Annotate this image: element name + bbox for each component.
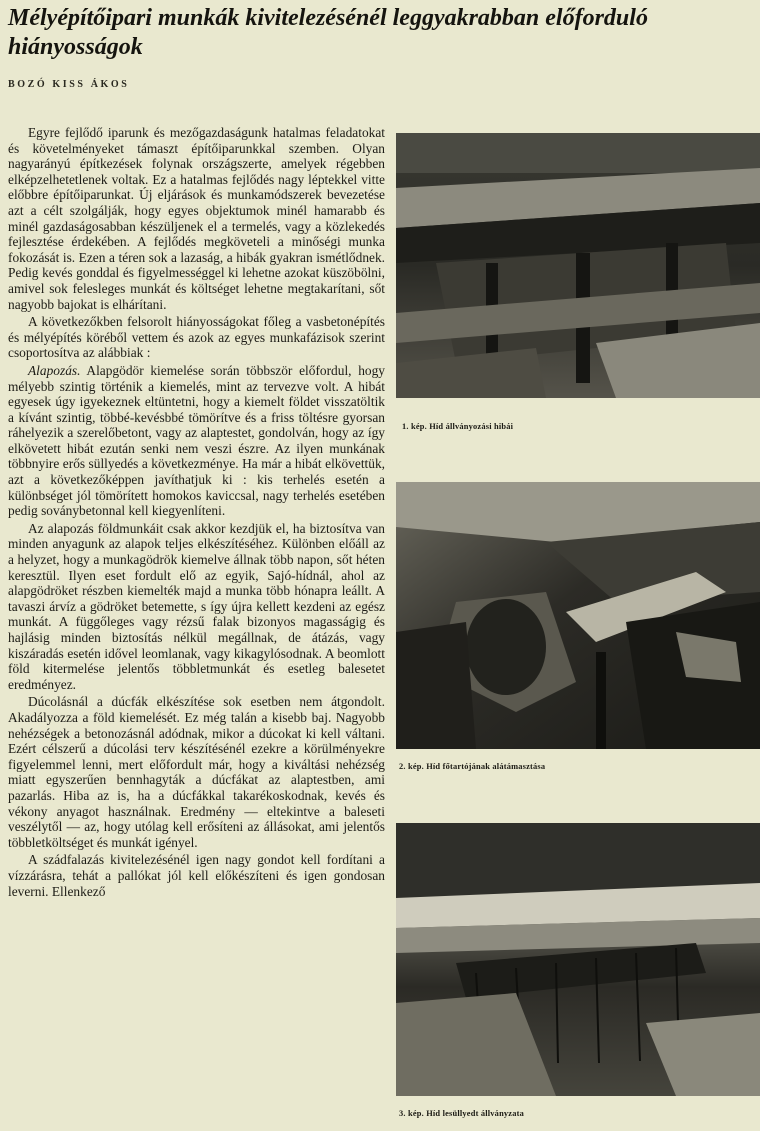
figure-caption: 1. kép. Híd állványozási hibái — [402, 422, 514, 431]
paragraph-text: Az alapozás földmunkáit csak akkor kezdjük el, ha biztosítva van minden anyagunk az alapok teljes elkészítéséhez. Különben előáll az a helyzet, hogy a munkagödrök kiemelve állnak több napon, sőt héten keresztül. Ilyen eset fordult elő az egyik, Sajó-hídnál, ahol az alapgödröket részben kiemelték majd a munka több hónapra leállt. A tavaszi árvíz a gödröket betemette, s így újra kellett kezdeni az egész munkát. A függőleges vagy rézsű falak bizonyos magasságig és hajlásig minden biztosítás nélkül megállnak, de átázás, vagy kiszáradás esetén idővel leomlanak, vagy kikagylósodnak. A beomlott föld kitermelése jelentős többletmunkát és esetleg balesetet eredményez. — [8, 520, 385, 692]
figure-2 — [396, 482, 760, 771]
figure-3 — [396, 823, 760, 1118]
paragraph-intro — [8, 125, 385, 312]
paragraph-scope — [8, 314, 385, 361]
figure-caption: 3. kép. Híd lesüllyedt állványzata — [399, 1109, 524, 1118]
paragraph-szadfalazas — [8, 852, 385, 899]
paragraph-text: A szádfalazás kivitelezésénél igen nagy gondot kell fordítani a vízzárásra, tehát a pallókat jól kell előkészíteni és igen gondosan leverni. Ellenkező — [8, 852, 385, 899]
figure-caption: 2. kép. Híd főtartójának alátámasztása — [399, 762, 546, 771]
photo-main-girder-support — [396, 482, 760, 749]
paragraph-text: Dúcolásnál a dúcfák elkészítése sok esetben nem átgondolt. Akadályozza a föld kiemelését. Ez még talán a kisebb baj. Nagyobb nehézségek a betonozásnál adódnak, mikor a dúcokat ki kell váltani. Ezért célszerű a dúcolási terv készítésénél ezekre a körülményekre figyelemmel lenni, mert előfordult már, hogy a kiváltási nehézség miatt egyszerűen bennhagyták a dúcfákat az alaptestben, ami pazarlás. Hiba az is, ha a dúcfákkal takarékoskodnak, kevés és vékony anyagot használnak. Eredmény — eltekintve a baleseti veszélytől — az, hogy utólag kell erősíteni az állásokat, ami jelentős többletköltséget és munkát igényel. — [8, 694, 385, 850]
photo-bridge-scaffolding — [396, 133, 760, 398]
paragraph-alapozas — [8, 363, 385, 519]
figure-1 — [396, 133, 760, 431]
photo-sunken-scaffolding — [396, 823, 760, 1096]
paragraph-text: A következőkben felsorolt hiányosságokat főleg a vasbetonépítés és mélyépítés köréből vettem és azok az egyes munkafázisok szerint csoportosítva az alábbiak : — [8, 314, 385, 361]
paragraph-foldmunka — [8, 521, 385, 693]
paragraph-text: Egyre fejlődő iparunk és mezőgazdaságunk hatalmas feladatokat és követelményeket támaszt építőiparunkkal szemben. Olyan nagyarányú építkezések folynak országszerte, amelyek régebben elképzelhetetlenek voltak. Ez a hatalmas fejlődés nagy léptekkel vitte előbbre építőiparunkat. Új eljárások és munkamódszerek bevezetése azt a célt szolgálják, hogy egyes objektumok minél hamarabb és minél gazdaságosabban készüljenek el a termelés, vagy a közlekedés fejlesztése érdekében. A fejlődés megköveteli a minőségi munka fokozását is. Ezen a téren sok a lazaság, a hibák gyakran ismétlődnek. Pedig kevés gonddal és figyelmességgel ki lehetne azokat küszöbölni, amivel sok felesleges munkát és költséget lehetne megtakarítani, sőt nagyobb bajokat is elhárítani. — [8, 125, 385, 312]
paragraph-lead: Alapozás. — [28, 362, 81, 378]
article-title: Mélyépítőipari munkák kivitelezésénél leggyakrabban előforduló hiányosságok — [8, 5, 648, 60]
article-author: BOZÓ KISS ÁKOS — [8, 79, 130, 90]
paragraph-ducolas — [8, 694, 385, 850]
article-body — [8, 125, 385, 1131]
paragraph-text: Alapgödör kiemelése során többször előfordul, hogy mélyebb szintig történik a kiemelés, mint az tervezve volt. A hibát egyesek úgy igyekeznek eltüntetni, hogy a kiemelt földet visszatöltik a kívánt szintig, többé-kevésbbé tömörítve és a friss töltésre gyorsan ráhelyezik a szerelőbetont, vagy az alaptestet, gondolván, hogy az így elkövetett hibát ezután senki nem veszi észre. Az ilyen munkának többnyire erős süllyedés a következménye. Ha már a hibát elkövettük, azt a következőképpen javíthatjuk ki : kis terhelés esetén a különbséget jól tömörített homokos kaviccsal, nagy terhelés esetében pedig soványbetonnal kell kiegyenlíteni. — [8, 362, 385, 519]
